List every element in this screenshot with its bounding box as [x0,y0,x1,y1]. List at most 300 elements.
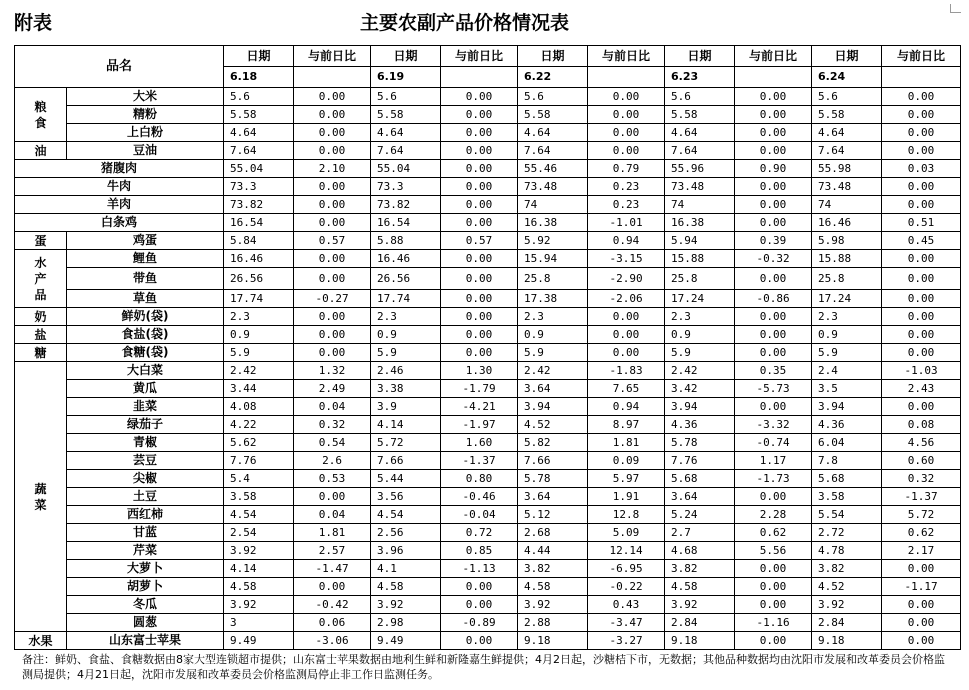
product-name: 白条鸡 [15,214,224,232]
price-value: 16.46 [812,214,882,232]
change-value: 0.00 [882,88,961,106]
empty-cell [735,67,812,88]
change-value: -0.27 [294,290,371,308]
table-row [15,506,961,524]
change-value: 0.51 [882,214,961,232]
price-value: 5.6 [371,88,441,106]
change-value: 0.60 [882,452,961,470]
category-cell [15,88,67,142]
change-value: 0.57 [441,232,518,250]
change-value: 1.81 [294,524,371,542]
change-value: -3.15 [588,250,665,268]
table-row [15,142,961,160]
change-value: -6.95 [588,560,665,578]
empty-cell [588,67,665,88]
change-value: 0.04 [294,506,371,524]
price-value: 4.58 [665,578,735,596]
change-value: 0.00 [735,106,812,124]
price-value: 4.64 [665,124,735,142]
change-value: 0.00 [441,106,518,124]
price-value: 5.88 [371,232,441,250]
price-value: 2.54 [224,524,294,542]
price-value: 7.66 [518,452,588,470]
change-value: 0.00 [882,124,961,142]
price-value: 4.54 [371,506,441,524]
change-value: 0.04 [294,398,371,416]
product-name: 鸡蛋 [67,232,224,250]
price-value: 3.58 [224,488,294,506]
price-value: 9.49 [371,632,441,650]
change-value: 0.94 [588,232,665,250]
price-value: 5.58 [224,106,294,124]
change-value: 0.00 [882,308,961,326]
price-value: 4.68 [665,542,735,560]
price-value: 5.84 [224,232,294,250]
change-value: 0.00 [588,326,665,344]
price-value: 16.54 [371,214,441,232]
change-value: 0.00 [441,578,518,596]
price-value: 73.82 [224,196,294,214]
change-value: 0.00 [882,106,961,124]
price-value: 73.82 [371,196,441,214]
price-value: 5.68 [665,470,735,488]
price-value: 5.58 [518,106,588,124]
product-name: 草鱼 [67,290,224,308]
price-value: 9.18 [812,632,882,650]
price-value: 4.14 [371,416,441,434]
product-name: 芸豆 [67,452,224,470]
table-row [15,614,961,632]
price-value: 5.54 [812,506,882,524]
price-value: 3.92 [224,542,294,560]
price-value: 4.58 [371,578,441,596]
date-value: 6.19 [371,67,441,88]
change-value: 0.00 [294,196,371,214]
category-label: 水果 [28,633,53,648]
price-value: 25.8 [812,268,882,290]
price-value: 2.98 [371,614,441,632]
price-value: 2.3 [224,308,294,326]
table-row [15,380,961,398]
category-label: 水 产 品 [34,255,47,302]
table-row [15,398,961,416]
change-value: 0.00 [588,88,665,106]
change-value: 0.03 [882,160,961,178]
price-value: 5.6 [812,88,882,106]
change-value: 7.65 [588,380,665,398]
price-value: 3.38 [371,380,441,398]
table-row [15,416,961,434]
change-value: 0.39 [735,232,812,250]
price-value: 2.46 [371,362,441,380]
price-value: 5.58 [371,106,441,124]
price-value: 3.58 [812,488,882,506]
table-row [15,178,961,196]
change-value: 0.00 [882,142,961,160]
product-name: 牛肉 [15,178,224,196]
change-value: 0.00 [735,596,812,614]
price-value: 3.92 [665,596,735,614]
change-value: 0.00 [294,578,371,596]
change-value: 0.32 [294,416,371,434]
change-value: 0.00 [441,178,518,196]
product-name: 黄瓜 [67,380,224,398]
price-value: 15.88 [665,250,735,268]
price-value: 4.64 [371,124,441,142]
price-value: 55.98 [812,160,882,178]
price-value: 4.52 [812,578,882,596]
change-value: 0.00 [735,326,812,344]
category-label: 糖 [34,345,47,360]
table-row [15,250,961,268]
change-value: -5.73 [735,380,812,398]
header-row [15,46,961,67]
change-value: 0.54 [294,434,371,452]
price-value: 16.38 [518,214,588,232]
change-value: 0.00 [294,488,371,506]
price-value: 4.1 [371,560,441,578]
price-value: 15.88 [812,250,882,268]
price-value: 2.42 [518,362,588,380]
price-value: 3.82 [518,560,588,578]
table-row [15,362,961,380]
change-value: 0.00 [441,596,518,614]
change-value: 0.85 [441,542,518,560]
price-value: 5.4 [224,470,294,488]
product-name: 鲜奶(袋) [67,308,224,326]
category-cell [15,362,67,632]
compare-header: 与前日比 [882,46,961,67]
change-value: 0.00 [441,142,518,160]
category-label: 蔬 菜 [34,481,47,512]
change-value: 0.00 [882,326,961,344]
price-value: 9.18 [665,632,735,650]
product-name: 甘蓝 [67,524,224,542]
change-value: -4.21 [441,398,518,416]
change-value: 0.00 [294,344,371,362]
change-value: 5.72 [882,506,961,524]
category-label: 盐 [34,327,47,342]
price-value: 5.9 [665,344,735,362]
date-header: 日期 [224,46,294,67]
change-value: 0.57 [294,232,371,250]
price-value: 5.9 [371,344,441,362]
change-value: 0.00 [441,632,518,650]
change-value: 0.00 [882,560,961,578]
change-value: 0.72 [441,524,518,542]
table-row [15,88,961,106]
change-value: -1.13 [441,560,518,578]
change-value: 0.00 [588,106,665,124]
price-value: 5.58 [665,106,735,124]
price-value: 2.88 [518,614,588,632]
change-value: 0.00 [735,488,812,506]
change-value: -1.16 [735,614,812,632]
change-value: 0.00 [294,142,371,160]
price-value: 4.64 [518,124,588,142]
price-value: 9.18 [518,632,588,650]
change-value: 12.8 [588,506,665,524]
change-value: 0.00 [294,268,371,290]
price-value: 2.42 [665,362,735,380]
price-value: 2.84 [665,614,735,632]
change-value: 0.00 [735,124,812,142]
change-value: -0.32 [735,250,812,268]
change-value: 1.60 [441,434,518,452]
price-value: 55.46 [518,160,588,178]
price-value: 2.7 [665,524,735,542]
price-value: 4.52 [518,416,588,434]
change-value: 0.32 [882,470,961,488]
price-value: 17.24 [665,290,735,308]
date-header: 日期 [371,46,441,67]
change-value: 0.00 [294,308,371,326]
date-value: 6.22 [518,67,588,88]
price-value: 2.42 [224,362,294,380]
category-label: 奶 [34,309,47,324]
price-value: 3.64 [518,488,588,506]
price-value: 4.54 [224,506,294,524]
product-name: 食糖(袋) [67,344,224,362]
change-value: 0.00 [441,196,518,214]
change-value: 1.17 [735,452,812,470]
category-label: 蛋 [34,233,47,248]
change-value: 0.00 [882,632,961,650]
table-row [15,268,961,290]
price-value: 3.82 [665,560,735,578]
change-value: 1.81 [588,434,665,452]
change-value: 1.30 [441,362,518,380]
change-value: 0.00 [294,326,371,344]
category-cell [15,250,67,308]
change-value: 0.00 [441,326,518,344]
price-value: 2.68 [518,524,588,542]
price-value: 5.78 [518,470,588,488]
price-value: 3.44 [224,380,294,398]
price-value: 0.9 [518,326,588,344]
category-cell [15,232,67,250]
change-value: -3.47 [588,614,665,632]
price-value: 5.58 [812,106,882,124]
price-value: 5.44 [371,470,441,488]
change-value: 5.09 [588,524,665,542]
table-row [15,160,961,178]
price-value: 16.46 [224,250,294,268]
price-value: 5.6 [224,88,294,106]
price-value: 2.56 [371,524,441,542]
change-value: -2.06 [588,290,665,308]
change-value: -0.46 [441,488,518,506]
price-value: 73.48 [812,178,882,196]
change-value: 0.00 [294,124,371,142]
product-name: 山东富士苹果 [67,632,224,650]
change-value: 2.43 [882,380,961,398]
change-value: 0.00 [882,344,961,362]
table-row [15,542,961,560]
price-value: 7.64 [665,142,735,160]
price-table [14,45,961,650]
empty-cell [441,67,518,88]
table-row [15,452,961,470]
price-value: 7.64 [371,142,441,160]
change-value: 2.49 [294,380,371,398]
price-value: 4.58 [518,578,588,596]
price-value: 4.64 [812,124,882,142]
category-label: 粮 食 [34,99,47,130]
change-value: 0.00 [882,178,961,196]
price-value: 0.9 [665,326,735,344]
table-row [15,106,961,124]
price-value: 3.64 [665,488,735,506]
change-value: -1.97 [441,416,518,434]
table-row [15,578,961,596]
change-value: -1.37 [441,452,518,470]
change-value: -0.74 [735,434,812,452]
table-row [15,290,961,308]
price-value: 2.3 [665,308,735,326]
change-value: 5.56 [735,542,812,560]
compare-header: 与前日比 [588,46,665,67]
table-row [15,632,961,650]
change-value: 0.00 [882,250,961,268]
price-value: 2.3 [518,308,588,326]
price-value: 3.92 [518,596,588,614]
change-value: 0.94 [588,398,665,416]
price-value: 73.48 [665,178,735,196]
price-value: 3.82 [812,560,882,578]
product-name: 猪腹肉 [15,160,224,178]
price-value: 74 [518,196,588,214]
price-value: 4.64 [224,124,294,142]
price-value: 4.22 [224,416,294,434]
table-row [15,434,961,452]
price-value: 55.96 [665,160,735,178]
price-value: 4.58 [224,578,294,596]
price-value: 5.9 [812,344,882,362]
price-value: 73.3 [371,178,441,196]
date-header: 日期 [518,46,588,67]
product-name: 鲤鱼 [67,250,224,268]
change-value: 2.17 [882,542,961,560]
change-value: 0.00 [441,250,518,268]
change-value: 0.09 [588,452,665,470]
product-name: 大白菜 [67,362,224,380]
table-row [15,488,961,506]
table-title: 主要农副产品价格情况表 [360,12,570,34]
change-value: 0.08 [882,416,961,434]
price-value: 3.42 [665,380,735,398]
price-value: 16.38 [665,214,735,232]
change-value: 0.00 [735,560,812,578]
change-value: 0.00 [735,632,812,650]
price-value: 3.94 [812,398,882,416]
empty-cell [294,67,371,88]
change-value: -3.32 [735,416,812,434]
date-header: 日期 [812,46,882,67]
change-value: 0.00 [735,142,812,160]
price-value: 7.64 [518,142,588,160]
price-value: 26.56 [371,268,441,290]
price-value: 3.5 [812,380,882,398]
change-value: 0.00 [588,308,665,326]
product-name: 韭菜 [67,398,224,416]
change-value: 0.00 [735,196,812,214]
price-value: 5.92 [518,232,588,250]
change-value: 0.35 [735,362,812,380]
price-value: 3.56 [371,488,441,506]
price-value: 0.9 [812,326,882,344]
change-value: 2.6 [294,452,371,470]
table-row [15,308,961,326]
change-value: 0.79 [588,160,665,178]
change-value: 0.00 [294,88,371,106]
change-value: 0.62 [882,524,961,542]
change-value: 1.32 [294,362,371,380]
price-value: 5.6 [665,88,735,106]
date-value: 6.18 [224,67,294,88]
product-name: 圆葱 [67,614,224,632]
price-value: 17.74 [371,290,441,308]
price-value: 17.38 [518,290,588,308]
price-value: 2.3 [371,308,441,326]
date-value: 6.23 [665,67,735,88]
price-value: 25.8 [518,268,588,290]
change-value: 12.14 [588,542,665,560]
category-cell [15,326,67,344]
price-value: 7.66 [371,452,441,470]
change-value: -1.79 [441,380,518,398]
price-value: 7.76 [665,452,735,470]
change-value: 0.00 [735,268,812,290]
empty-cell [882,67,961,88]
change-value: 0.00 [735,308,812,326]
change-value: 0.00 [735,578,812,596]
change-value: 0.00 [735,88,812,106]
product-name: 带鱼 [67,268,224,290]
category-cell [15,308,67,326]
table-row [15,232,961,250]
price-value: 4.08 [224,398,294,416]
change-value: 5.97 [588,470,665,488]
product-name: 冬瓜 [67,596,224,614]
product-name: 芹菜 [67,542,224,560]
change-value: 0.00 [735,344,812,362]
change-value: 2.57 [294,542,371,560]
change-value: -1.17 [882,578,961,596]
change-value: 0.00 [882,398,961,416]
change-value: -0.22 [588,578,665,596]
appendix-label: 附表 [14,12,53,34]
price-value: 26.56 [224,268,294,290]
price-value: 4.78 [812,542,882,560]
price-value: 5.62 [224,434,294,452]
price-value: 4.36 [665,416,735,434]
change-value: -1.83 [588,362,665,380]
change-value: 1.91 [588,488,665,506]
price-value: 5.24 [665,506,735,524]
change-value: 0.00 [294,250,371,268]
category-label: 油 [34,143,47,158]
price-value: 4.44 [518,542,588,560]
price-value: 0.9 [371,326,441,344]
product-name: 青椒 [67,434,224,452]
compare-header: 与前日比 [294,46,371,67]
product-name: 大萝卜 [67,560,224,578]
price-value: 3.92 [224,596,294,614]
price-value: 74 [812,196,882,214]
change-value: -1.73 [735,470,812,488]
product-name: 豆油 [67,142,224,160]
